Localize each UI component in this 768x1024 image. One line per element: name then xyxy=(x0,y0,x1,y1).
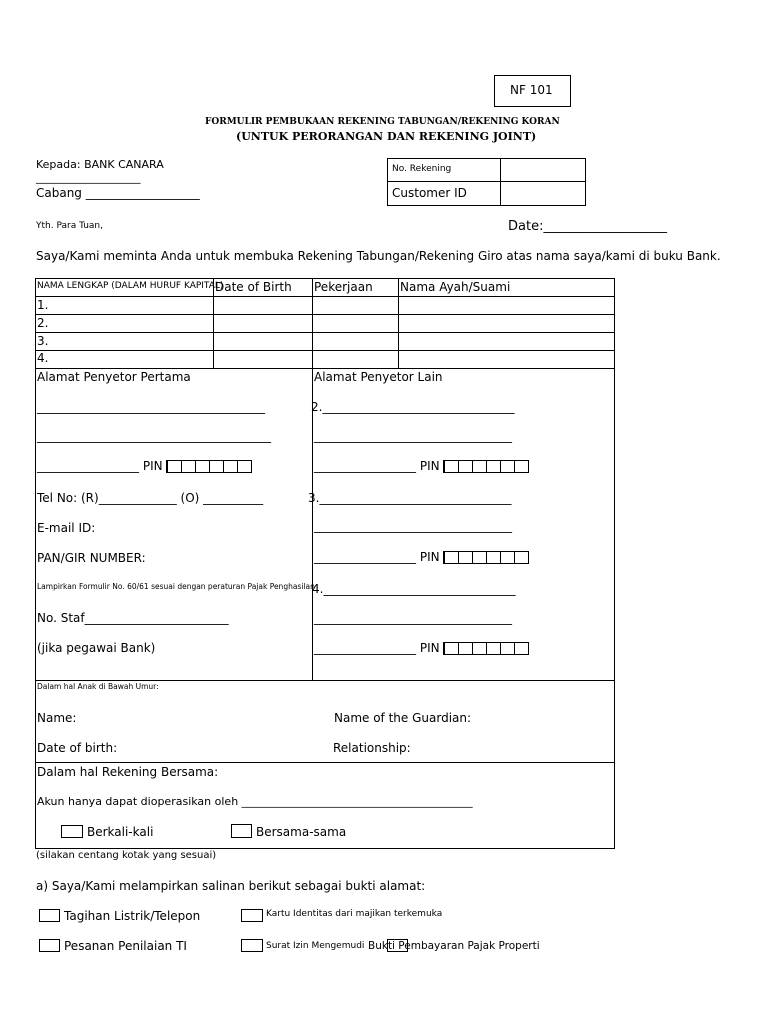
checkbox-employer-id[interactable] xyxy=(241,909,263,922)
to-blank[interactable]: ___________________ xyxy=(36,171,141,184)
operated-by-field[interactable]: Akun hanya dapat dioperasikan oleh __________________________________________ xyxy=(37,795,473,808)
section-line xyxy=(35,762,614,763)
pin-label: PIN xyxy=(419,641,440,655)
table-row-number: 2. xyxy=(37,316,49,330)
pin-label: PIN xyxy=(419,459,440,473)
pin-row xyxy=(314,459,529,473)
guardian-name-field[interactable]: Name of the Guardian: xyxy=(334,711,472,725)
checkbox-electricity-bill[interactable] xyxy=(39,909,60,922)
col-header-father: Nama Ayah/Suami xyxy=(400,280,511,294)
table-col-line xyxy=(213,278,214,368)
pin-row xyxy=(37,459,252,473)
branch-label[interactable]: Cabang ___________________ xyxy=(36,186,200,200)
proof-property-tax: Bukti Pembayaran Pajak Properti xyxy=(368,940,540,952)
other-address-line[interactable]: _________________________________ xyxy=(314,611,512,625)
pin-blank[interactable]: _________________ xyxy=(314,459,416,473)
pin-boxes[interactable] xyxy=(166,460,252,473)
pin-blank[interactable]: _________________ xyxy=(314,641,416,655)
staff-note: (jika pegawai Bank) xyxy=(37,641,156,655)
table-line xyxy=(35,314,614,315)
pin-label: PIN xyxy=(419,550,440,564)
pin-blank[interactable]: _________________ xyxy=(314,550,416,564)
option-jointly-label: Bersama-sama xyxy=(256,825,347,839)
checkbox-jointly[interactable] xyxy=(231,824,252,838)
proof-it-assessment: Pesanan Penilaian TI xyxy=(64,939,187,953)
other-address-line[interactable]: _________________________________ xyxy=(314,519,512,533)
checkbox-it-assessment[interactable] xyxy=(39,939,60,952)
other-address-line[interactable]: _________________________________ xyxy=(314,429,512,443)
col-header-dob: Date of Birth xyxy=(215,280,292,294)
first-address-line[interactable]: ______________________________________ xyxy=(37,400,265,414)
relationship-field[interactable]: Relationship: xyxy=(333,741,411,755)
tick-note: (silakan centang kotak yang sesuai) xyxy=(36,850,217,861)
email-field[interactable]: E-mail ID: xyxy=(37,521,96,535)
table-line xyxy=(35,350,614,351)
request-text: Saya/Kami meminta Anda untuk membuka Rekening Tabungan/Rekening Giro atas nama saya/kami di buku Bank. xyxy=(36,249,721,263)
proof-employer-id: Kartu Identitas dari majikan terkemuka xyxy=(266,909,443,919)
pan-field[interactable]: PAN/GIR NUMBER: xyxy=(37,551,146,565)
to-label: Kepada: BANK CANARA xyxy=(36,158,164,171)
other-address-label: Alamat Penyetor Lain xyxy=(314,370,443,384)
salutation: Yth. Para Tuan, xyxy=(36,221,103,231)
account-number-label: No. Rekening xyxy=(392,164,452,174)
option-either-label: Berkali-kali xyxy=(87,825,154,839)
checkbox-driving-license[interactable] xyxy=(241,939,263,952)
proof-driving-license: Surat Izin Mengemudi xyxy=(266,941,365,951)
tel-field[interactable]: Tel No: (R)_____________ (O) __________ xyxy=(37,491,264,505)
account-number-field[interactable] xyxy=(501,159,585,181)
pin-boxes[interactable] xyxy=(443,460,529,473)
table-line xyxy=(35,368,614,369)
checkbox-property-tax[interactable] xyxy=(387,939,408,952)
pin-blank[interactable]: _________________ xyxy=(37,459,139,473)
table-line xyxy=(35,332,614,333)
pin-label: PIN xyxy=(142,459,163,473)
table-col-line xyxy=(312,278,313,368)
table-row-number: 4. xyxy=(37,351,49,365)
address-divider xyxy=(312,368,313,680)
customer-id-label: Customer ID xyxy=(392,186,467,200)
col-header-occupation: Pekerjaan xyxy=(314,280,373,294)
pin-boxes[interactable] xyxy=(443,642,529,655)
table-row-number: 3. xyxy=(37,334,49,348)
pin-boxes[interactable] xyxy=(443,551,529,564)
minor-note: Dalam hal Anak di Bawah Umur: xyxy=(37,682,159,691)
form-title: FORMULIR PEMBUKAAN REKENING TABUNGAN/REKENING KORAN xyxy=(205,117,560,127)
form-code: NF 101 xyxy=(510,83,553,97)
proof-intro: a) Saya/Kami melampirkan salinan berikut sebagai bukti alamat: xyxy=(36,879,426,893)
col-header-name: NAMA LENGKAP (DALAM HURUF KAPITAL) xyxy=(37,281,224,291)
proof-electricity-bill: Tagihan Listrik/Telepon xyxy=(64,909,201,923)
form-subtitle: (UNTUK PERORANGAN DAN REKENING JOINT) xyxy=(236,130,537,143)
joint-title: Dalam hal Rekening Bersama: xyxy=(37,765,219,779)
table-col-line xyxy=(398,278,399,368)
table-row-number: 1. xyxy=(37,298,49,312)
first-address-label: Alamat Penyetor Pertama xyxy=(37,370,191,384)
customer-id-field[interactable] xyxy=(501,182,585,204)
attach-note: Lampirkan Formulir No. 60/61 sesuai dengan peraturan Pajak Penghasilan xyxy=(37,582,315,591)
first-address-line[interactable]: _______________________________________ xyxy=(37,429,271,443)
other-address-line-2[interactable]: 2.________________________________ xyxy=(311,400,515,414)
minor-dob-field[interactable]: Date of birth: xyxy=(37,741,118,755)
checkbox-either[interactable] xyxy=(61,825,83,838)
date-field[interactable]: Date:___________________ xyxy=(508,219,667,234)
other-address-line-3[interactable]: 3.________________________________ xyxy=(308,491,512,505)
pin-row xyxy=(314,550,529,564)
staff-number-field[interactable]: No. Staf________________________ xyxy=(37,611,229,625)
pin-row xyxy=(314,641,529,655)
minor-name-field[interactable]: Name: xyxy=(37,711,77,725)
table-line xyxy=(35,296,614,297)
other-address-line-4[interactable]: 4.________________________________ xyxy=(312,582,516,596)
section-line xyxy=(35,680,614,681)
